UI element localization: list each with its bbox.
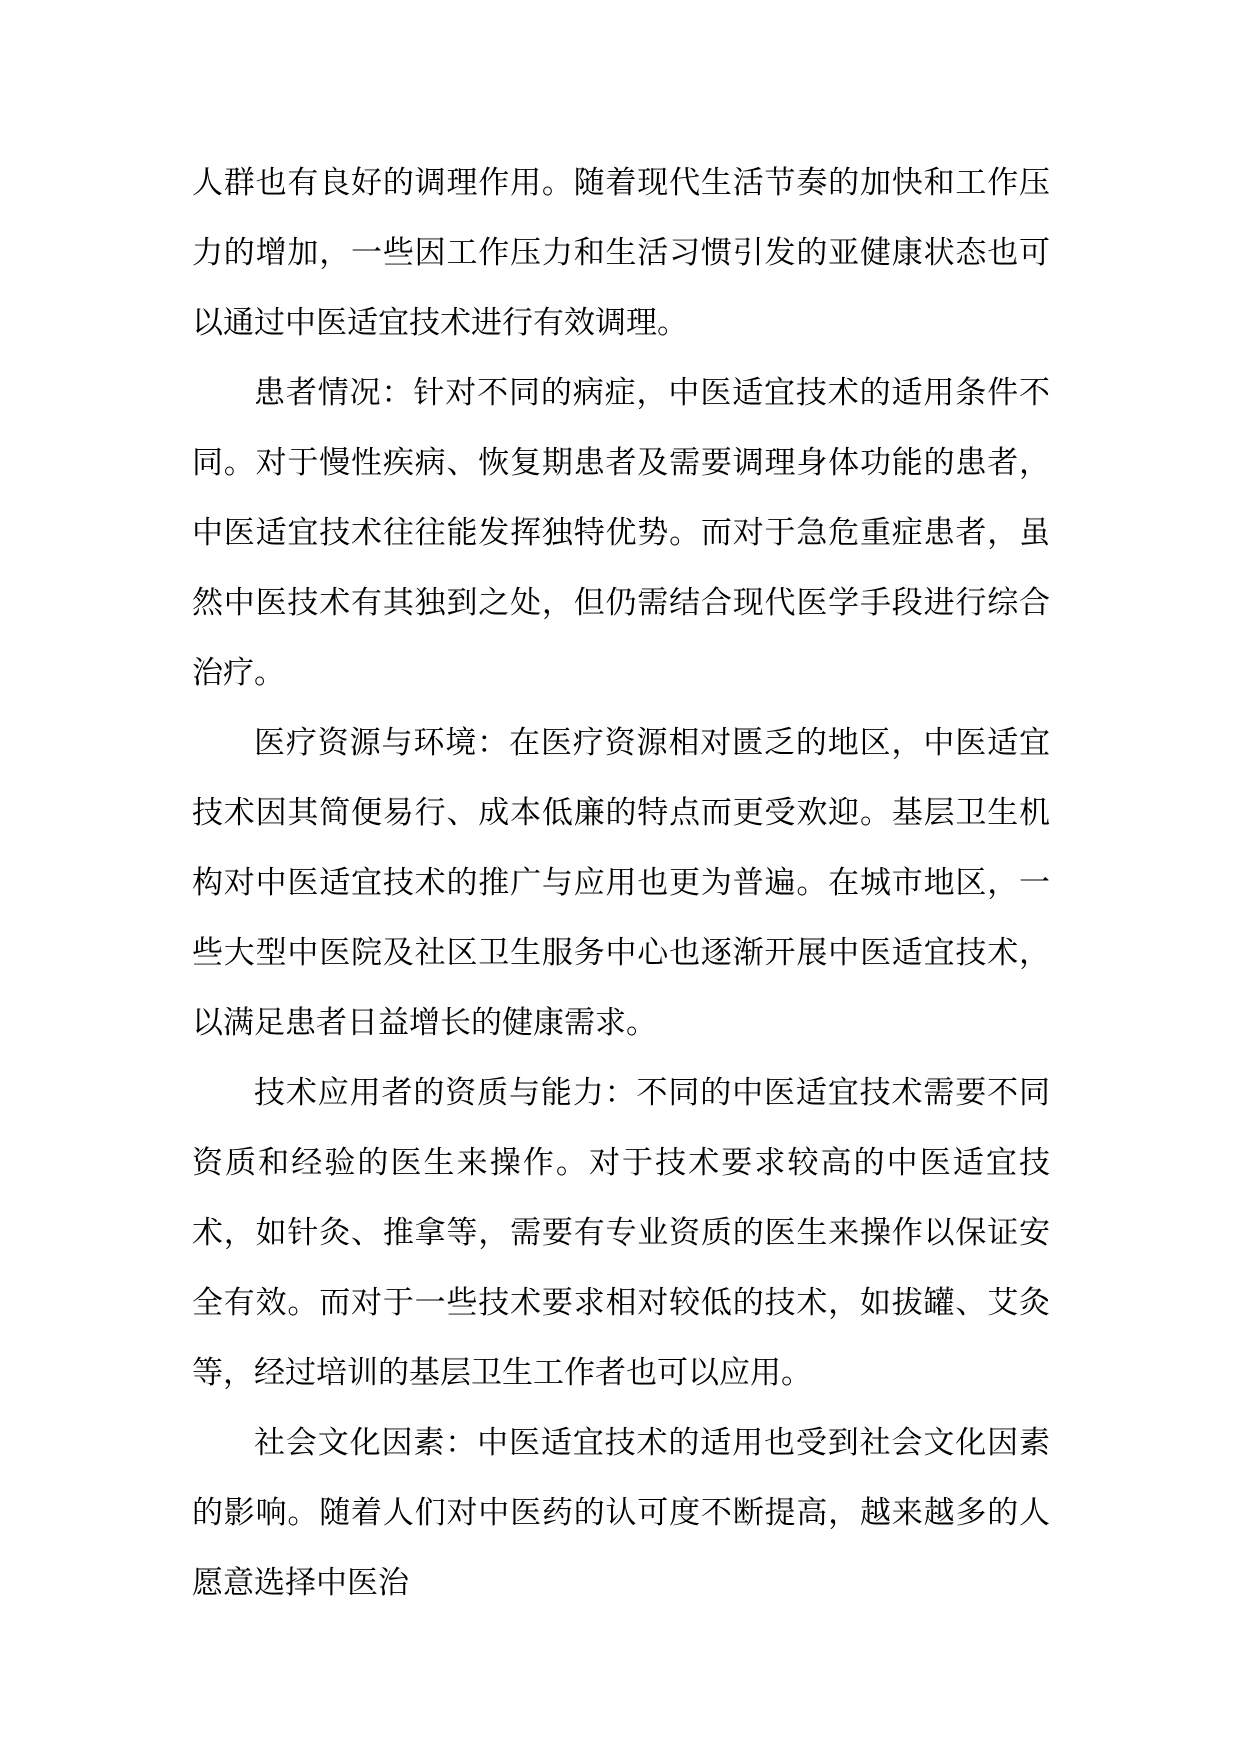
paragraph-social-culture: 社会文化因素：中医适宜技术的适用也受到社会文化因素的影响。随着人们对中医药的认可度不断提高，越来越多的人愿意选择中医治	[192, 1425, 1050, 1601]
paragraph-continuation: 人群也有良好的调理作用。随着现代生活节奏的加快和工作压力的增加，一些因工作压力和生活习惯引发的亚健康状态也可以通过中医适宜技术进行有效调理。	[192, 165, 1050, 341]
paragraph-medical-resources: 医疗资源与环境：在医疗资源相对匮乏的地区，中医适宜技术因其简便易行、成本低廉的特点而更受欢迎。基层卫生机构对中医适宜技术的推广与应用也更为普遍。在城市地区，一些大型中医院及社区卫生服务中心也逐渐开展中医适宜技术，以满足患者日益增长的健康需求。	[192, 725, 1050, 1041]
paragraph-patient-condition: 患者情况：针对不同的病症，中医适宜技术的适用条件不同。对于慢性疾病、恢复期患者及需要调理身体功能的患者，中医适宜技术往往能发挥独特优势。而对于急危重症患者，虽然中医技术有其独到之处，但仍需结合现代医学手段进行综合治疗。	[192, 375, 1050, 691]
paragraph-practitioner-qualification: 技术应用者的资质与能力：不同的中医适宜技术需要不同资质和经验的医生来操作。对于技术要求较高的中医适宜技术，如针灸、推拿等，需要有专业资质的医生来操作以保证安全有效。而对于一些技术要求相对较低的技术，如拔罐、艾灸等，经过培训的基层卫生工作者也可以应用。	[192, 1075, 1050, 1391]
document-body	[192, 148, 1050, 1618]
